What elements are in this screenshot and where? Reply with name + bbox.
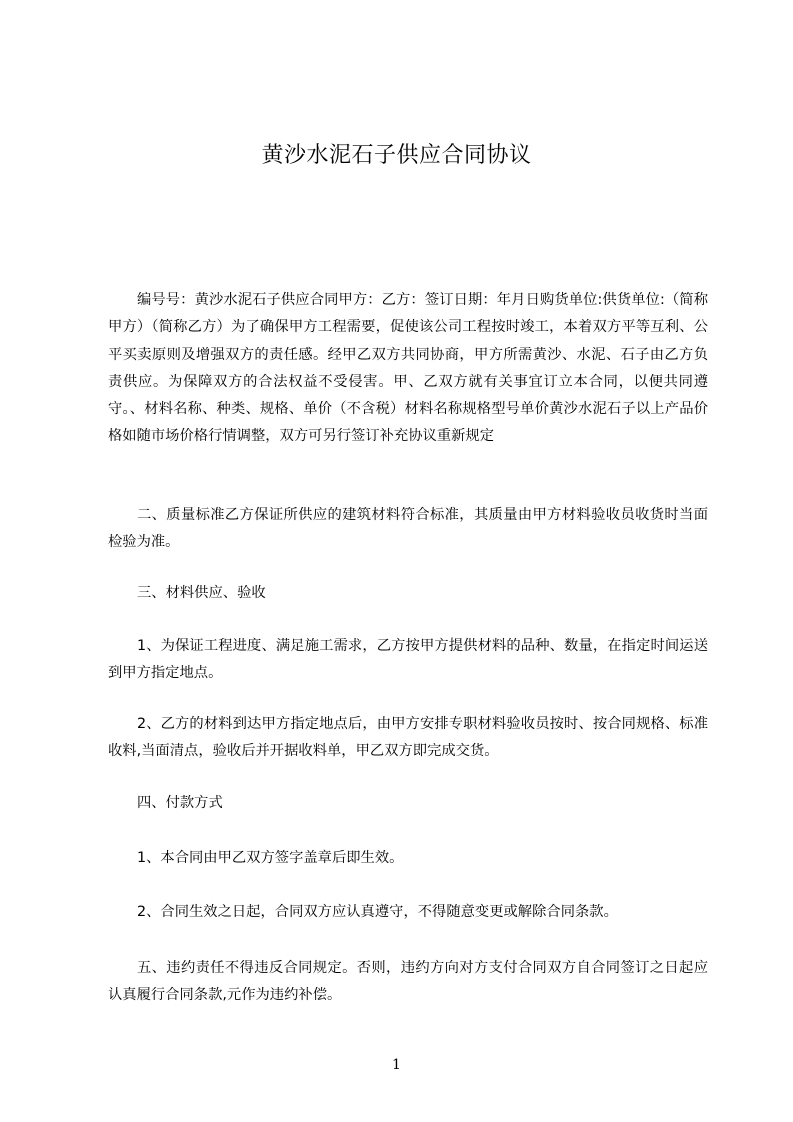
page-number: 1	[392, 1057, 401, 1073]
paragraph-quality-standard: 二、质量标准乙方保证所供应的建筑材料符合标准，其质量由甲方材料验收员收货时当面检验为准。	[108, 507, 708, 551]
paragraph-supply-item-2: 2、乙方的材料到达甲方指定地点后，由甲方安排专职材料验收员按时、按合同规格、标准收料,当面清点，验收后并开据收料单，甲乙双方即完成交货。	[108, 716, 708, 760]
paragraph-preamble: 编号号：黄沙水泥石子供应合同甲方：乙方：签订日期：年月日购货单位:供货单位:（简称甲方）（简称乙方）为了确保甲方工程需要，促使该公司工程按时竣工，本着双方平等互利、公平买卖原则及增强双方的责任感。经甲乙双方共同协商，甲方所需黄沙、水泥、石子由乙方负责供应。为保障双方的合法权益不受侵害。甲、乙双方就有关事宜订立本合同，以便共同遵守。、材料名称、种类、规格、单价（不含税）材料名称规格型号单价黄沙水泥石子以上产品价格如随市场价格行情调整，双方可另行签订补充协议重新规定	[108, 292, 708, 445]
heading-supply-acceptance: 三、材料供应、验收	[137, 585, 266, 601]
document-title: 黄沙水泥石子供应合同协议	[261, 143, 532, 168]
paragraph-payment-item-1: 1、本合同由甲乙双方签字盖章后即生效。	[137, 850, 404, 866]
paragraph-breach-liability: 五、违约责任不得违反合同规定。否则，违约方向对方支付合同双方自合同签订之日起应认真履行合同条款,元作为违约补偿。	[108, 960, 708, 1004]
heading-payment-method: 四、付款方式	[137, 795, 223, 811]
paragraph-payment-item-2: 2、合同生效之日起，合同双方应认真遵守，不得随意变更或解除合同条款。	[137, 904, 618, 920]
paragraph-supply-item-1: 1、为保证工程进度、满足施工需求，乙方按甲方提供材料的品种、数量，在指定时间运送到甲方指定地点。	[108, 638, 708, 682]
